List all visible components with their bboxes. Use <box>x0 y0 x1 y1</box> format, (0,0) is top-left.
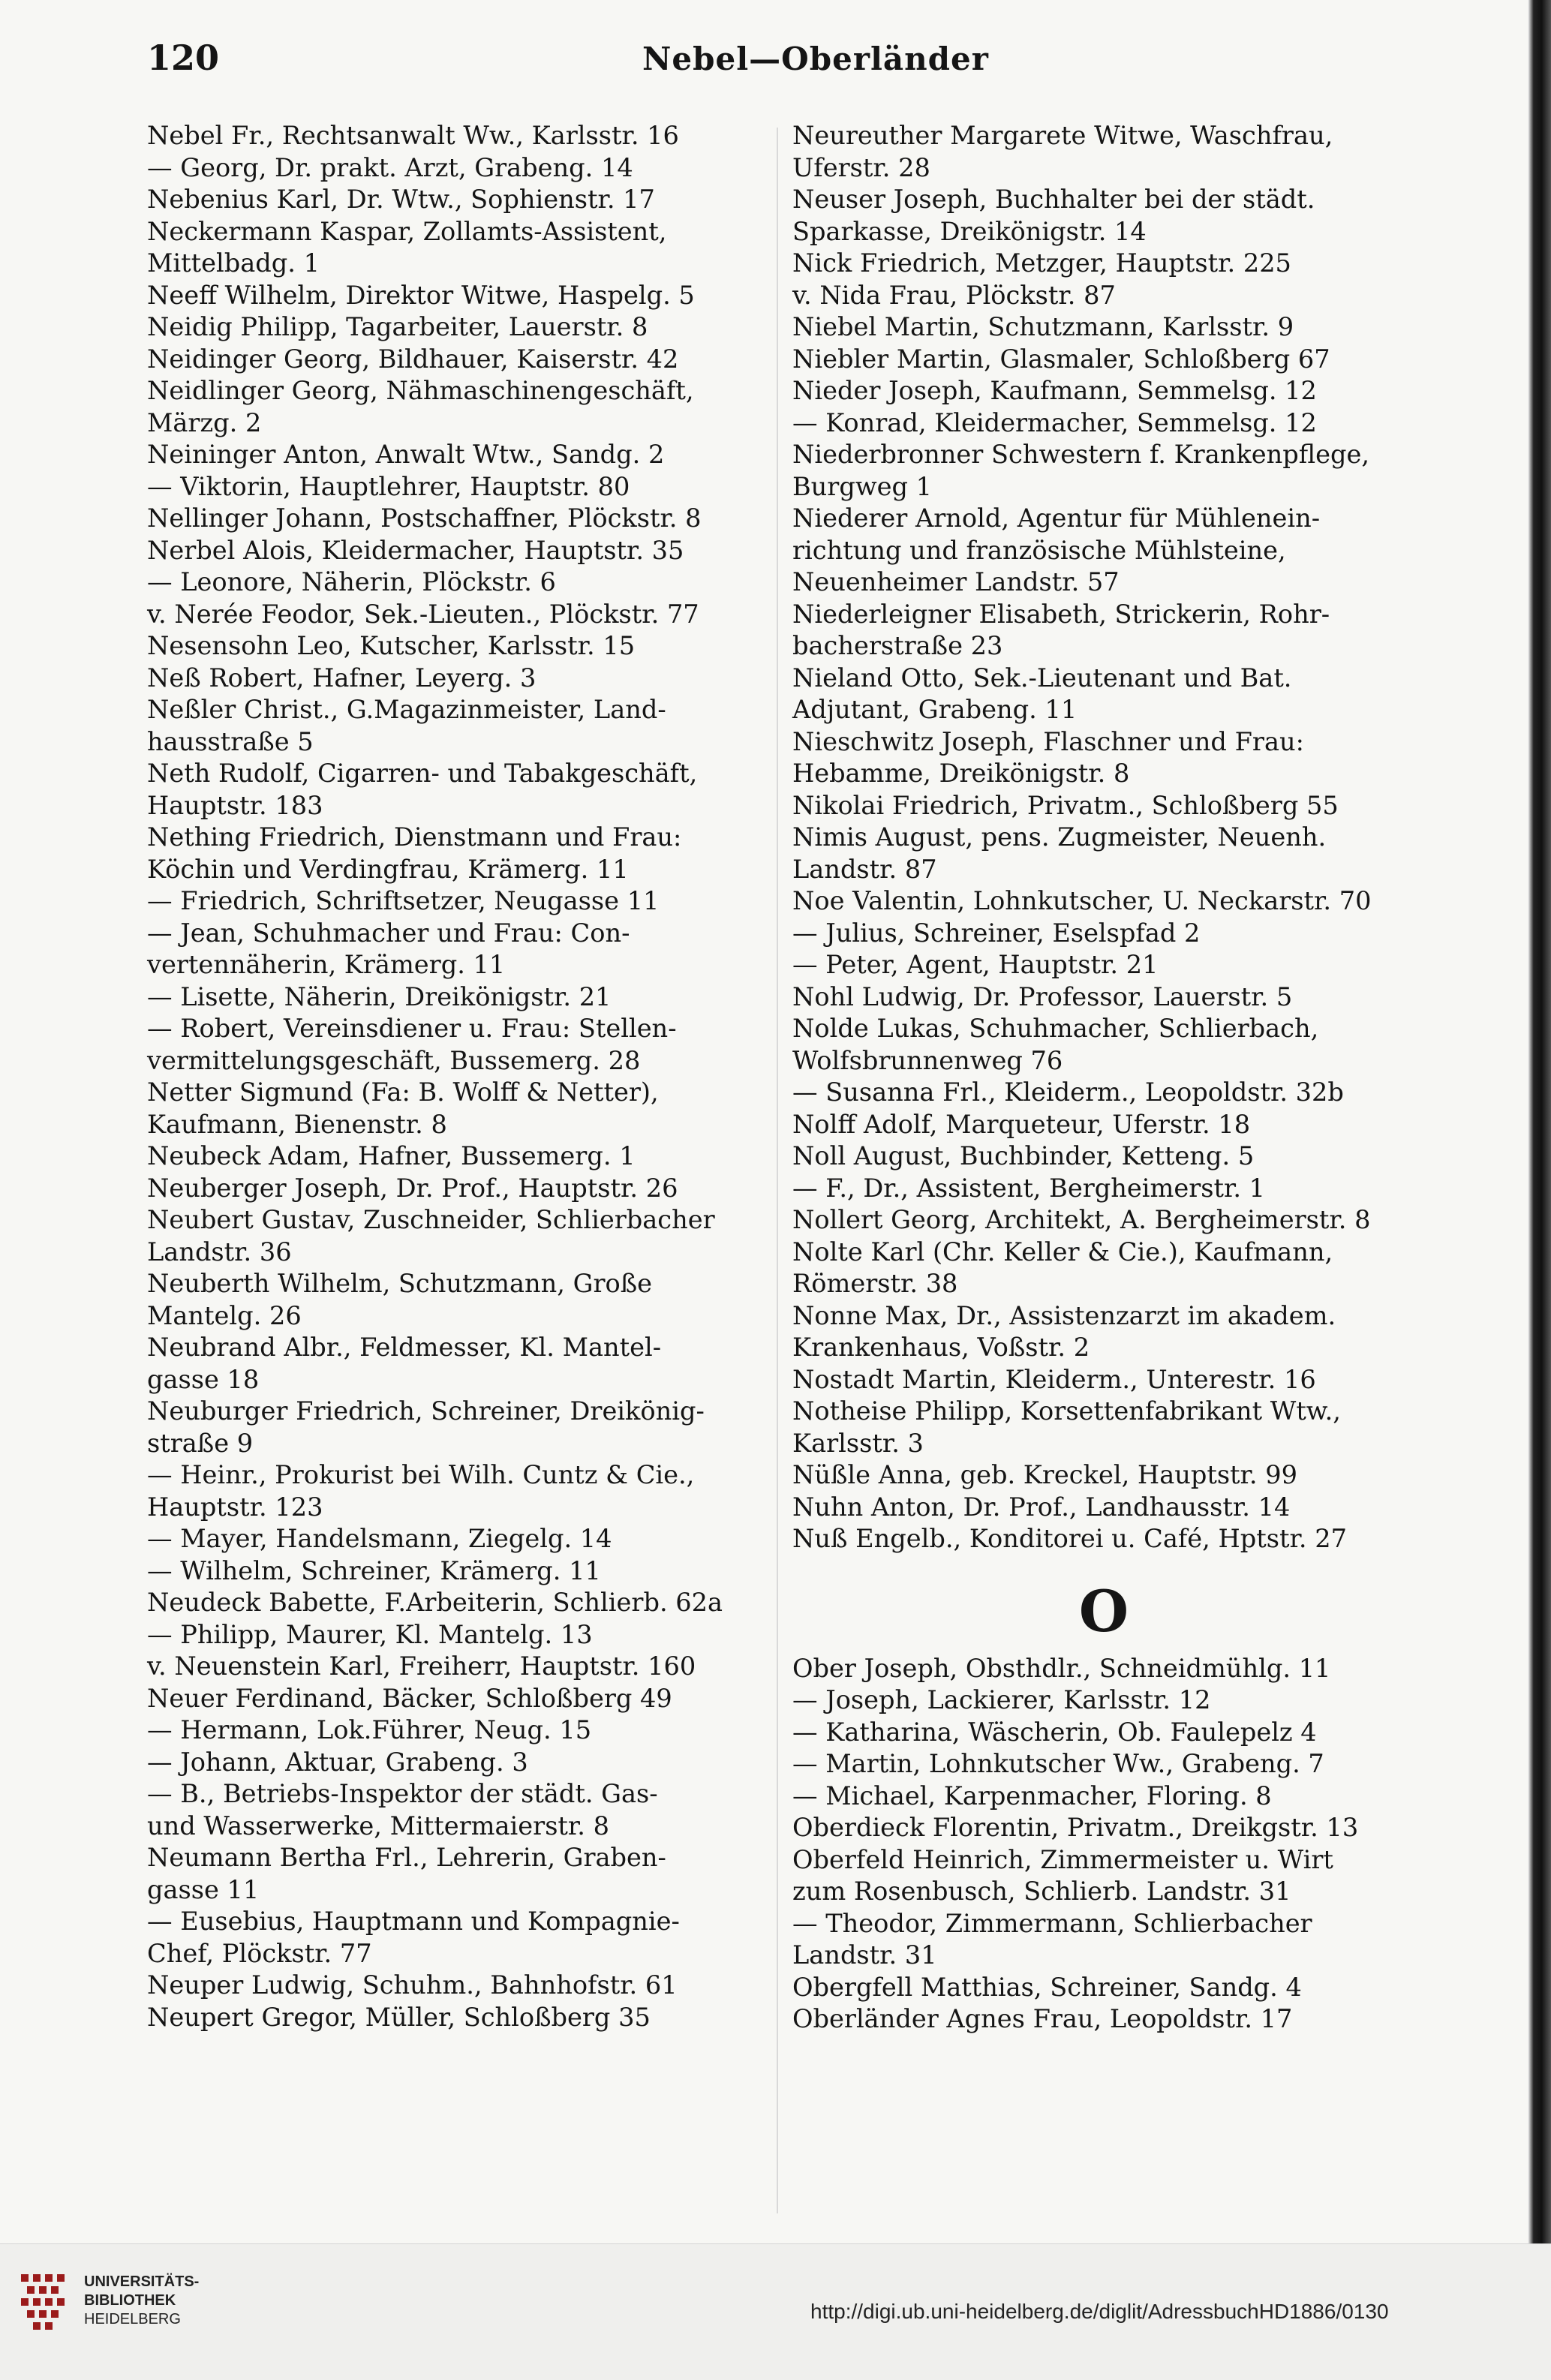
directory-entry <box>147 1747 770 1779</box>
directory-entry <box>792 311 1415 344</box>
entry-line: Ober Joseph, Obsthdlr., Schneidmühlg. 11 <box>792 1653 1331 1683</box>
entry-line: Neidig Philipp, Tagarbeiter, Lauerstr. 8 <box>147 312 648 341</box>
directory-entry <box>147 885 770 918</box>
directory-entry <box>147 503 770 535</box>
entry-line: Nolff Adolf, Marqueteur, Uferstr. 18 <box>792 1109 1251 1139</box>
entry-line: Nonne Max, Dr., Assistenzarzt im akadem. <box>792 1300 1336 1330</box>
directory-entry <box>147 1555 770 1588</box>
entry-line: Nesensohn Leo, Kutscher, Karlsstr. 15 <box>147 631 636 660</box>
entry-line: gasse 18 <box>147 1364 260 1394</box>
entry-line: richtung und französische Mühlsteine, <box>792 535 1286 565</box>
directory-entry <box>792 1077 1415 1109</box>
entry-line: Nolde Lukas, Schuhmacher, Schlierbach, <box>792 1014 1319 1043</box>
directory-entry <box>147 1587 770 1619</box>
directory-entry <box>792 1748 1415 1780</box>
column-divider <box>777 128 778 2213</box>
directory-entry <box>147 694 770 758</box>
entry-line: Neß Robert, Hafner, Leyerg. 3 <box>147 663 537 693</box>
directory-entry <box>147 566 770 599</box>
entry-line: — Wilhelm, Schreiner, Krämerg. 11 <box>147 1555 601 1585</box>
entry-line: Neureuther Margarete Witwe, Waschfrau, <box>792 121 1333 150</box>
entry-line: Neuburger Friedrich, Schreiner, Dreikönig- <box>147 1396 705 1426</box>
entry-line: — Viktorin, Hauptlehrer, Hauptstr. 80 <box>147 471 630 501</box>
directory-entry <box>792 1013 1415 1077</box>
entry-line: Mittelbadg. 1 <box>147 248 320 278</box>
entry-line: Nostadt Martin, Kleiderm., Unterestr. 16 <box>792 1364 1316 1394</box>
directory-entry <box>147 1140 770 1173</box>
entry-line: Notheise Philipp, Korsettenfabrikant Wtw., <box>792 1396 1341 1426</box>
entry-line: Neudeck Babette, F.Arbeiterin, Schlierb. 62a <box>147 1588 723 1617</box>
directory-entry <box>147 1842 770 1906</box>
entry-line: Neuser Joseph, Buchhalter bei der städt. <box>792 185 1315 214</box>
directory-entry <box>147 280 770 312</box>
directory-entry <box>792 663 1415 726</box>
entry-line: Hauptstr. 183 <box>147 790 323 820</box>
entry-line: Neth Rudolf, Cigarren- und Tabakgeschäft, <box>147 759 698 788</box>
directory-entry <box>792 1780 1415 1813</box>
entry-line: Sparkasse, Dreikönigstr. 14 <box>792 216 1147 246</box>
directory-entry <box>147 663 770 695</box>
entry-line: Niederleigner Elisabeth, Strickerin, Rohr- <box>792 599 1330 629</box>
directory-entry <box>147 1619 770 1651</box>
directory-entry <box>792 1972 1415 2004</box>
directory-entry <box>147 1204 770 1268</box>
directory-entry <box>792 599 1415 663</box>
directory-entry <box>147 216 770 280</box>
entry-line: Neumann Bertha Frl., Lehrerin, Graben- <box>147 1843 666 1872</box>
directory-entry <box>792 1204 1415 1237</box>
directory-entry <box>147 471 770 503</box>
entry-line: Neckermann Kaspar, Zollamts-Assistent, <box>147 216 667 246</box>
entry-line: — Heinr., Prokurist bei Wilh. Cuntz & Cie., <box>147 1460 695 1489</box>
entry-line: — Lisette, Näherin, Dreikönigstr. 21 <box>147 981 612 1011</box>
entry-line: bacherstraße 23 <box>792 631 1003 660</box>
entry-line: Obergfell Matthias, Schreiner, Sandg. 4 <box>792 1972 1302 2002</box>
directory-entry <box>147 152 770 185</box>
directory-entry <box>147 375 770 439</box>
entry-line: vermittelungsgeschäft, Bussemerg. 28 <box>147 1045 641 1075</box>
running-head: Nebel—Oberländer <box>642 41 989 77</box>
directory-entry <box>792 120 1415 184</box>
entry-line: Neupert Gregor, Müller, Schloßberg 35 <box>147 2002 651 2032</box>
entry-line: Nieland Otto, Sek.-Lieutenant und Bat. <box>792 663 1292 693</box>
entry-line: Neidlinger Georg, Nähmaschinengeschäft, <box>147 376 694 405</box>
entry-line: — Mayer, Handelsmann, Ziegelg. 14 <box>147 1524 612 1553</box>
directory-entry <box>147 1173 770 1205</box>
entry-line: — Jean, Schuhmacher und Frau: Con- <box>147 918 630 948</box>
entry-line: Mantelg. 26 <box>147 1300 302 1330</box>
directory-entry <box>147 1459 770 1523</box>
entry-line: Köchin und Verdingfrau, Krämerg. 11 <box>147 854 629 884</box>
entry-line: straße 9 <box>147 1428 254 1458</box>
entry-line: Neubeck Adam, Hafner, Bussemerg. 1 <box>147 1141 636 1170</box>
entry-line: Neßler Christ., G.Magazinmeister, Land- <box>147 695 666 724</box>
page-edge-shadow <box>1528 0 1551 2243</box>
entry-line: — Peter, Agent, Hauptstr. 21 <box>792 950 1159 979</box>
entry-line: Nick Friedrich, Metzger, Hauptstr. 225 <box>792 248 1291 278</box>
entry-line: Niederbronner Schwestern f. Krankenpflege, <box>792 440 1370 469</box>
directory-entry <box>147 1651 770 1683</box>
entry-line: Hebamme, Dreikönigstr. 8 <box>792 759 1130 788</box>
directory-entry <box>792 885 1415 918</box>
entry-line: Netter Sigmund (Fa: B. Wolff & Netter), <box>147 1077 659 1107</box>
entry-line: Neininger Anton, Anwalt Wtw., Sandg. 2 <box>147 440 665 469</box>
directory-entry <box>147 1396 770 1459</box>
entry-line: — Johann, Aktuar, Grabeng. 3 <box>147 1747 528 1777</box>
entry-line: — Konrad, Kleidermacher, Semmelsg. 12 <box>792 407 1317 437</box>
directory-entry <box>792 1523 1415 1555</box>
entry-line: Oberdieck Florentin, Privatm., Dreikgstr. 13 <box>792 1813 1359 1842</box>
section-letter-heading: O <box>1078 1577 1129 1645</box>
directory-entry <box>792 375 1415 407</box>
directory-entry <box>147 1970 770 2002</box>
entry-line: — Philipp, Maurer, Kl. Mantelg. 13 <box>147 1619 593 1649</box>
entry-line: Nikolai Friedrich, Privatm., Schloßberg 55 <box>792 790 1339 820</box>
directory-entry <box>792 949 1415 981</box>
entry-line: Landstr. 31 <box>792 1940 937 1970</box>
footer-bar <box>0 2243 1551 2380</box>
entry-line: Uferstr. 28 <box>792 152 930 182</box>
entry-line: Krankenhaus, Voßstr. 2 <box>792 1333 1090 1362</box>
entry-line: Landstr. 36 <box>147 1237 292 1267</box>
entry-line: Niebler Martin, Glasmaler, Schloßberg 67 <box>792 344 1330 374</box>
university-logo-icon <box>18 2270 71 2337</box>
directory-entry <box>147 439 770 471</box>
directory-entry <box>147 1714 770 1747</box>
directory-entry <box>792 1717 1415 1749</box>
entry-line: Nerbel Alois, Kleidermacher, Hauptstr. 35 <box>147 535 684 565</box>
entry-line: v. Neuenstein Karl, Freiherr, Hauptstr. 160 <box>147 1651 696 1681</box>
entry-line: Noe Valentin, Lohnkutscher, U. Neckarstr. 70 <box>792 886 1372 915</box>
directory-entry <box>147 981 770 1014</box>
directory-entry <box>147 120 770 152</box>
entry-line: v. Nerée Feodor, Sek.-Lieuten., Plöckstr. 77 <box>147 599 699 629</box>
entry-line: vertennäherin, Krämerg. 11 <box>147 950 506 979</box>
entry-line: — Susanna Frl., Kleiderm., Leopoldstr. 32b <box>792 1077 1344 1107</box>
entry-line: Noll August, Buchbinder, Ketteng. 5 <box>792 1141 1255 1170</box>
directory-entry <box>147 1332 770 1396</box>
directory-entry <box>792 1492 1415 1524</box>
directory-entry <box>147 630 770 663</box>
entry-line: Nebel Fr., Rechtsanwalt Ww., Karlsstr. 16 <box>147 121 679 150</box>
entry-line: Nebenius Karl, Dr. Wtw., Sophienstr. 17 <box>147 185 655 214</box>
directory-entry <box>792 1844 1415 1908</box>
directory-entry <box>792 184 1415 248</box>
entry-line: Nuß Engelb., Konditorei u. Café, Hptstr. 27 <box>792 1524 1347 1553</box>
entry-line: Landstr. 87 <box>792 854 937 884</box>
entry-line: — Georg, Dr. prakt. Arzt, Grabeng. 14 <box>147 152 633 182</box>
directory-entry <box>147 599 770 631</box>
entry-line: — Julius, Schreiner, Eselspfad 2 <box>792 918 1201 948</box>
entry-line: Nieder Joseph, Kaufmann, Semmelsg. 12 <box>792 376 1317 405</box>
directory-entry <box>147 1268 770 1332</box>
entry-line: Nüßle Anna, geb. Kreckel, Hauptstr. 99 <box>792 1460 1297 1489</box>
entry-line: Nohl Ludwig, Dr. Professor, Lauerstr. 5 <box>792 981 1293 1011</box>
directory-entry <box>147 1077 770 1140</box>
directory-entry <box>792 918 1415 950</box>
directory-entry <box>792 1364 1415 1396</box>
entry-line: — Theodor, Zimmermann, Schlierbacher <box>792 1908 1312 1938</box>
directory-entry <box>147 184 770 216</box>
entry-line: Nuhn Anton, Dr. Prof., Landhausstr. 14 <box>792 1492 1291 1522</box>
entry-line: hausstraße 5 <box>147 726 314 756</box>
entry-line: Niederer Arnold, Agentur für Mühlenein- <box>792 503 1321 533</box>
directory-entry <box>792 726 1415 790</box>
entry-line: zum Rosenbusch, Schlierb. Landstr. 31 <box>792 1877 1291 1906</box>
entry-line: Wolfsbrunnenweg 76 <box>792 1045 1063 1075</box>
entry-line: gasse 11 <box>147 1874 260 1904</box>
entry-line: Niebel Martin, Schutzmann, Karlsstr. 9 <box>792 312 1294 341</box>
entry-line: Nimis August, pens. Zugmeister, Neuenh. <box>792 822 1327 852</box>
entry-line: — Martin, Lohnkutscher Ww., Grabeng. 7 <box>792 1749 1324 1778</box>
directory-entry <box>147 1523 770 1555</box>
entry-line: Nething Friedrich, Dienstmann und Frau: <box>147 822 682 852</box>
directory-entry <box>147 535 770 567</box>
directory-entry <box>147 1906 770 1970</box>
directory-entry <box>792 822 1415 885</box>
directory-entry <box>792 248 1415 280</box>
entry-line: Neubrand Albr., Feldmesser, Kl. Mantel- <box>147 1333 662 1362</box>
directory-entry <box>147 1778 770 1842</box>
directory-entry <box>147 1683 770 1715</box>
entry-line: Neuenheimer Landstr. 57 <box>792 567 1120 597</box>
directory-entry <box>792 1653 1415 1685</box>
entry-line: Neuberger Joseph, Dr. Prof., Hauptstr. 26 <box>147 1173 678 1203</box>
entry-line: Adjutant, Grabeng. 11 <box>792 695 1078 724</box>
entry-line: Burgweg 1 <box>792 471 932 501</box>
entry-line: — B., Betriebs-Inspektor der städt. Gas- <box>147 1779 658 1808</box>
entry-line: Nollert Georg, Architekt, A. Bergheimerstr. 8 <box>792 1205 1371 1234</box>
directory-entry <box>792 1173 1415 1205</box>
entry-line: Nellinger Johann, Postschaffner, Plöckstr. 8 <box>147 503 702 533</box>
entry-line: — Michael, Karpenmacher, Floring. 8 <box>792 1780 1272 1811</box>
directory-entry <box>147 1013 770 1077</box>
right-column <box>792 120 1415 2036</box>
directory-entry <box>792 439 1415 503</box>
directory-entry <box>147 344 770 376</box>
entry-line: Nieschwitz Joseph, Flaschner und Frau: <box>792 726 1304 756</box>
directory-entry <box>147 311 770 344</box>
entry-line: und Wasserwerke, Mittermaierstr. 8 <box>147 1811 609 1841</box>
directory-entry <box>792 1684 1415 1717</box>
entry-line: — Eusebius, Hauptmann und Kompagnie- <box>147 1907 680 1936</box>
directory-entry <box>792 1396 1415 1459</box>
source-url-link[interactable]: http://digi.ub.uni-heidelberg.de/diglit/AdressbuchHD1886/0130 <box>810 2300 1389 2323</box>
entry-line: Karlsstr. 3 <box>792 1428 924 1458</box>
directory-entry <box>147 918 770 981</box>
entry-line: — Joseph, Lackierer, Karlsstr. 12 <box>792 1685 1211 1714</box>
directory-entry <box>792 2003 1415 2036</box>
entry-line: Chef, Plöckstr. 77 <box>147 1938 372 1968</box>
directory-entry <box>792 981 1415 1014</box>
directory-entry <box>792 1300 1415 1364</box>
entry-line: — Robert, Vereinsdiener u. Frau: Stellen- <box>147 1014 677 1043</box>
directory-entry <box>792 1812 1415 1844</box>
entry-line: Neuer Ferdinand, Bäcker, Schloßberg 49 <box>147 1683 672 1713</box>
directory-entry <box>147 2002 770 2034</box>
entry-line: Neuberth Wilhelm, Schutzmann, Große <box>147 1269 653 1298</box>
directory-entry <box>147 822 770 885</box>
entry-line: Neuper Ludwig, Schuhm., Bahnhofstr. 61 <box>147 1970 678 2000</box>
university-name: UNIVERSITÄTS- BIBLIOTHEK HEIDELBERG <box>84 2273 200 2327</box>
entry-line: Oberfeld Heinrich, Zimmermeister u. Wirt <box>792 1844 1333 1874</box>
directory-entry <box>792 790 1415 822</box>
entry-line: v. Nida Frau, Plöckstr. 87 <box>792 280 1116 310</box>
directory-entry <box>792 280 1415 312</box>
entry-line: Märzg. 2 <box>147 407 262 437</box>
directory-entry <box>792 1908 1415 1972</box>
entry-line: Oberländer Agnes Frau, Leopoldstr. 17 <box>792 2004 1293 2033</box>
directory-entry <box>147 758 770 822</box>
entry-line: Römerstr. 38 <box>792 1269 958 1298</box>
entry-line: — F., Dr., Assistent, Bergheimerstr. 1 <box>792 1173 1266 1203</box>
entry-line: Nolte Karl (Chr. Keller & Cie.), Kaufmann, <box>792 1237 1333 1267</box>
entry-line: Neidinger Georg, Bildhauer, Kaiserstr. 42 <box>147 344 679 374</box>
entry-line: — Leonore, Näherin, Plöckstr. 6 <box>147 567 556 597</box>
directory-entry <box>792 344 1415 376</box>
directory-entry <box>792 407 1415 440</box>
entry-line: — Friedrich, Schriftsetzer, Neugasse 11 <box>147 886 660 915</box>
page-header <box>147 38 1408 90</box>
directory-entry <box>792 1140 1415 1173</box>
directory-entry <box>792 1237 1415 1300</box>
directory-entry <box>792 503 1415 599</box>
entry-line: Hauptstr. 123 <box>147 1492 323 1522</box>
entry-line: Neeff Wilhelm, Direktor Witwe, Haspelg. 5 <box>147 280 695 310</box>
page-number: 120 <box>147 38 220 78</box>
entry-line: — Hermann, Lok.Führer, Neug. 15 <box>147 1715 592 1744</box>
directory-entry <box>792 1109 1415 1141</box>
directory-entry <box>792 1459 1415 1492</box>
entry-line: Neubert Gustav, Zuschneider, Schlierbacher <box>147 1205 715 1234</box>
entry-line: — Katharina, Wäscherin, Ob. Faulepelz 4 <box>792 1717 1317 1747</box>
left-column <box>147 120 770 2033</box>
entry-line: Kaufmann, Bienenstr. 8 <box>147 1109 447 1139</box>
